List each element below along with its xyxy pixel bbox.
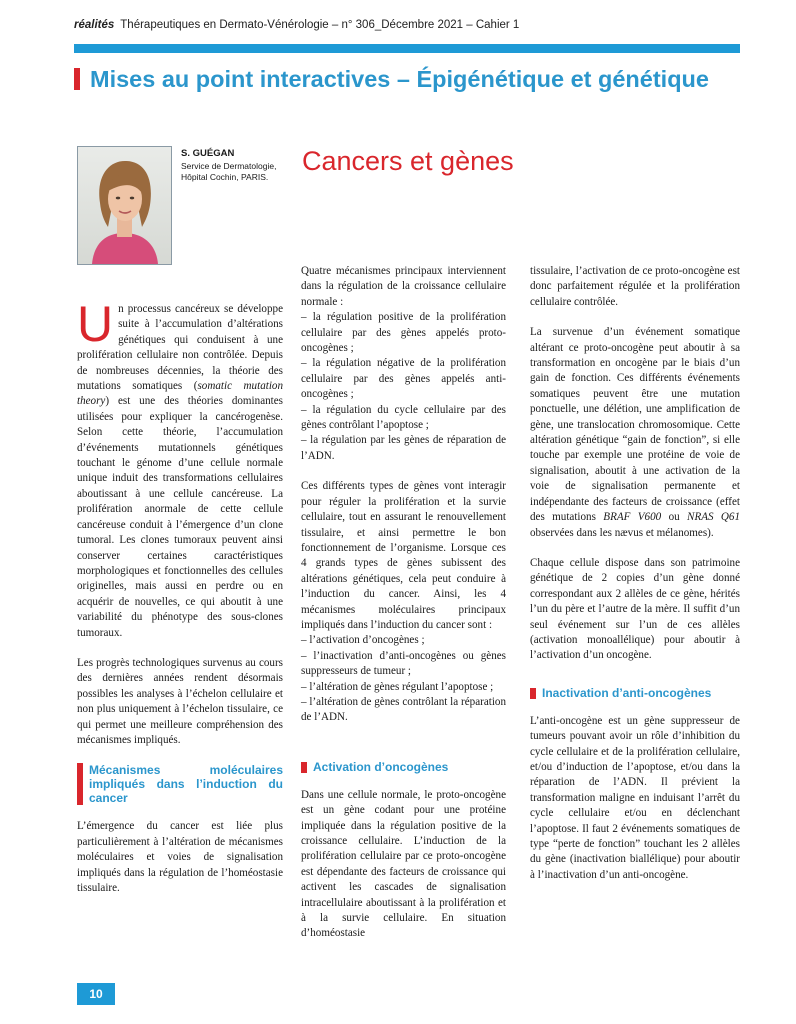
list-item: – l’inactivation d’anti-oncogènes ou gènes suppresseurs de tumeur ;	[301, 649, 506, 678]
list-cancer-mechanisms	[301, 633, 506, 725]
author-name: S. GUÉGAN	[181, 148, 235, 159]
drop-cap: U	[77, 296, 114, 352]
page-number: 10	[77, 983, 115, 1005]
paragraph: L’anti-oncogène est un gène suppresseur de tumeurs pouvant avoir un rôle d’inhibition du cycle cellulaire et de la prolifération cellulaire, et/ou d’induction de l’apoptose, et/ou dans la réparation de l’ADN. Il prévient la transformation maligne en induisant l’arrêt du cycle cellulaire et/ou en déclenchant l’apoptose. Il faut 2 événements somatiques de type “perte de fonction” touchant les 2 allèles du gène (inactivation biallélique) pour aboutir à l’inactivation d’un anti-oncogène.	[530, 714, 740, 881]
paragraph: L’émergence du cancer est liée plus particulièrement à l’altération de mécanismes moléculaires et voies de signalisation impliqués dans la régulation de l’homéostasie tissulaire.	[77, 820, 283, 894]
list-item: – la régulation du cycle cellulaire par des gènes contrôlant l’apoptose ;	[301, 403, 506, 432]
rubric-marker	[74, 68, 80, 90]
column-1	[77, 296, 283, 911]
author-portrait-image	[78, 147, 171, 264]
list-item: – la régulation négative de la prolifération cellulaire par des gènes appelés anti-oncogènes ;	[301, 357, 506, 401]
running-head	[74, 19, 519, 31]
paragraph: Quatre mécanismes principaux interviennent dans la régulation de la croissance cellulaire normale :	[301, 265, 506, 308]
column-2	[301, 264, 506, 957]
section-heading-mechanisms: Mécanismes moléculaires impliqués dans l’induction du cancer	[77, 763, 283, 805]
list-item: – l’activation d’oncogènes ;	[301, 634, 425, 647]
paragraph: Les progrès technologiques survenus au cours des dernières années rendent désormais possibles les analyses à l’échelon cellulaire et non plus uniquement à l’échelon tissulaire, ce qui permet une meilleure compréhension des mécanismes impliqués.	[77, 656, 283, 746]
paragraph: Dans une cellule normale, le proto-oncogène est un gène codant pour une protéine impliquée dans la régulation positive de la croissance cellulaire. L’induction de la prolifération cellulaire par ce proto-oncogène est dépendante des facteurs de croissance qui activent les cascades de signalisation intracellulaire aboutissant à la prolifération et à la survie cellulaire. En situation d’homéostasie	[301, 788, 506, 940]
author-photo	[77, 146, 172, 265]
list-item: – la régulation positive de la prolifération cellulaire par des gènes appelés proto-oncogènes ;	[301, 311, 506, 355]
heading-marker	[530, 688, 536, 699]
author-affiliation: Service de Dermatologie,	[181, 161, 277, 171]
section-rubric	[74, 66, 709, 93]
column-3	[530, 264, 740, 898]
journal-issue-line: Thérapeutiques en Dermato-Vénérologie – n° 306_Décembre 2021 – Cahier 1	[120, 19, 520, 31]
list-item: – l’altération de gènes contrôlant la réparation de l’ADN.	[301, 695, 506, 724]
rubric-text: Mises au point interactives – Épigénétique et génétique	[90, 66, 709, 92]
section-heading-oncogene-activation: Activation d’oncogènes	[301, 760, 506, 774]
author-affiliation-city: Hôpital Cochin, PARIS.	[181, 172, 269, 182]
list-mechanisms	[301, 310, 506, 464]
paragraph: Chaque cellule dispose dans son patrimoine génétique de 2 copies d’un gène donné correspondant aux 2 allèles de ce gène, hérités l’un du père et l’autre de la mère. Il suffit d’un seul événement sur l’un de ces allèles (activation monoallélique) pour aboutir à l’activation d’un oncogène.	[530, 556, 740, 662]
paragraph: La survenue d’un événement somatique altérant ce proto-oncogène peut aboutir à sa transformation en oncogène par le biais d’un gain de fonction. Ces différents événements somatiques peuvent être une mutation ponctuelle, une délétion, une amplification de gène, une translocation chromosomique. Cette altération génétique “gain de fonction”, si elle touche par exemple une protéine de voie de signalisation, aboutit à une activation de la voie de signalisation permanente et indépendante des facteurs de croissance (effet des mutations BRAF V600 ou NRAS Q61 observées dans les nævus et mélanomes).	[530, 326, 741, 539]
paragraph: Ces différents types de gènes vont interagir pour réguler la prolifération et la survie cellulaire, tout en assurant le renouvellement tissulaire, et ainsi permettre le bon fonctionnement de l’organisme. Lorsque ces 4 grands types de gènes subissent des altérations génétiques, cela peut conduire à l’induction du cancer. Ainsi, les 4 mécanismes moléculaires principaux impliqués dans l’induction du cancer sont :	[301, 480, 506, 631]
header-rule	[74, 44, 740, 53]
heading-marker	[301, 762, 307, 773]
list-item: – la régulation par les gènes de réparation de l’ADN.	[301, 434, 506, 462]
journal-brand: réalités	[74, 19, 115, 31]
paragraph: tissulaire, l’activation de ce proto-oncogène est donc parfaitement régulée et la prolifération cellulaire contrôlée.	[530, 265, 740, 308]
heading-marker	[77, 763, 83, 805]
article-title: Cancers et gènes	[302, 146, 514, 176]
list-item: – l’altération de gènes régulant l’apoptose ;	[301, 680, 494, 693]
section-heading-anti-oncogene-inactivation: Inactivation d’anti-oncogènes	[530, 686, 740, 700]
paragraph-intro: Un processus cancéreux se développe suite à l’accumulation d’altérations génétiques qui conduisent à une prolifération cellulaire non contrôlée. Depuis de nombreuses décennies, la théorie des mutations somatiques (somatic mutation theory) est une des théories dominantes utilisées pour expliquer la cancérogenèse. Selon cette théorie, l’accumulation d’événements mutationnels génétiques touchant le génome d’une cellule normale unique induit des transformations cellulaires aboutissant à une cellule cancéreuse. La prolifération anormale de cette cellule cancéreuse conduit à l’émergence d’un clone tumoral. Les clones tumoraux peuvent ainsi conserver certaines caractéristiques morphologiques et fonctionnelles des cellules originelles, mais aussi en perdre ou en acquérir de nouvelles, ce qui aboutit à une variabilité du phénotype des sous-clones tumoraux.	[77, 296, 283, 639]
